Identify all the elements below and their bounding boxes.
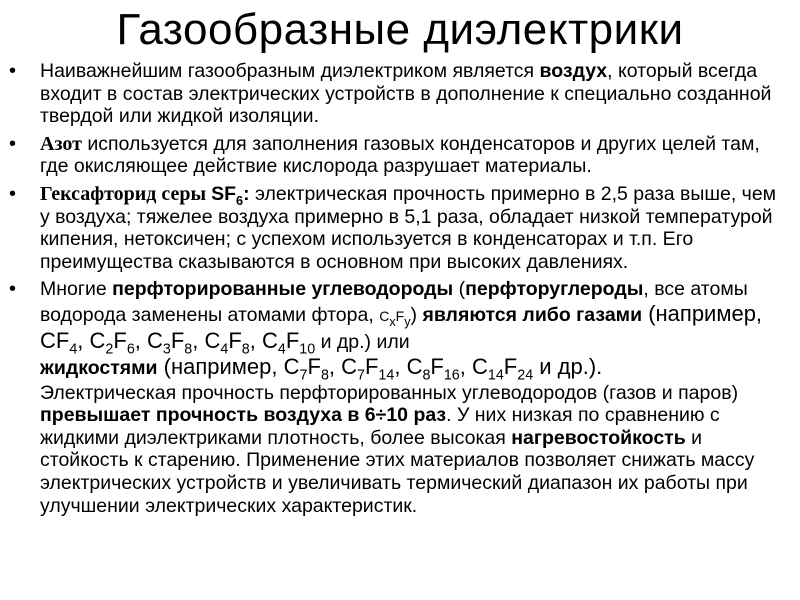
text: электрическая прочность примерно в 2,5 раза выше, чем у воздуха; тяжелее воздуха примерно в 5,1 раза, обладает низкой температурой кипения, нетоксичен; с успехом используется в конденсаторах и т.п. Его преимущества сказываются в основном при высоких давлениях.: [40, 182, 777, 273]
bullet-sf6: [9, 183, 789, 273]
term-pfc2: перфторуглероды: [465, 278, 644, 301]
formula: F: [395, 307, 405, 324]
formula-sub: 6: [236, 193, 244, 208]
term-air: воздух: [539, 60, 608, 82]
text: , который всегда входит в состав электрических устройств в дополнение к специально созданной твердой или жидкой изоляции.: [40, 60, 772, 128]
term-gases: являются либо газами: [422, 303, 643, 326]
text: (: [453, 278, 466, 301]
gas-examples: (например, $CF_4$, $C_2F_6$, $C_3F_8$, $C_4F_8$, $C_4F_{10}$: [40, 300, 763, 357]
bullet-dot: •: [9, 132, 17, 155]
term-sf6: Гексафторид серы: [40, 182, 212, 205]
formula: SF: [211, 182, 237, 205]
bullet-perfluorocarbons: [9, 278, 789, 517]
text: и др.) или: [315, 330, 410, 353]
text: используется для заполнения газовых конденсаторов и других целей там, где окисляющее действие кислорода разрушает материалы.: [40, 132, 760, 178]
term-heat-resistance: нагревостойкость: [511, 426, 686, 449]
text: Электрическая прочность перфторированных углеводородов (газов и паров): [40, 381, 739, 404]
formula: C: [379, 307, 390, 324]
text: Многие: [40, 278, 113, 301]
slide-title: Газообразные диэлектрики: [116, 5, 684, 54]
term-exceeds: превышает прочность воздуха в 6÷10 раз: [40, 404, 447, 427]
pfc-paragraph: [40, 382, 789, 518]
liquid-examples: (например, $C_7F_8$, $C_7F_{14}$, $C_8F_{16}$, $C_{14}F_{24}$ и др.).: [157, 353, 603, 383]
formula-sub: y: [404, 314, 411, 329]
formula-sub: x: [389, 314, 396, 329]
bullet-list: [9, 60, 789, 522]
bullet-dot: •: [9, 182, 17, 205]
text: , все атомы водорода заменены атомами фтора,: [40, 278, 748, 326]
bullet-air: [9, 60, 789, 128]
text: . У них низкая по сравнению с жидкими диэлектриками плотность, более высокая: [40, 404, 720, 449]
text: :: [243, 182, 250, 205]
text: Наиважнейшим газообразным диэлектриком является: [40, 60, 540, 82]
term-pfc: перфторированные углеводороды: [112, 278, 454, 301]
bullet-dot: •: [9, 60, 17, 82]
bullet-nitrogen: [9, 133, 789, 178]
bullet-dot: •: [9, 278, 17, 301]
text: ): [410, 303, 423, 326]
term-liquids: жидкостями: [40, 356, 158, 379]
term-nitrogen: Азот: [40, 132, 82, 155]
text: и стойкость к старению. Применение этих материалов позволяет снижать массу электрических устройств и увеличивать термический диапазон их работы при улучшении электрических характеристик.: [40, 426, 755, 517]
